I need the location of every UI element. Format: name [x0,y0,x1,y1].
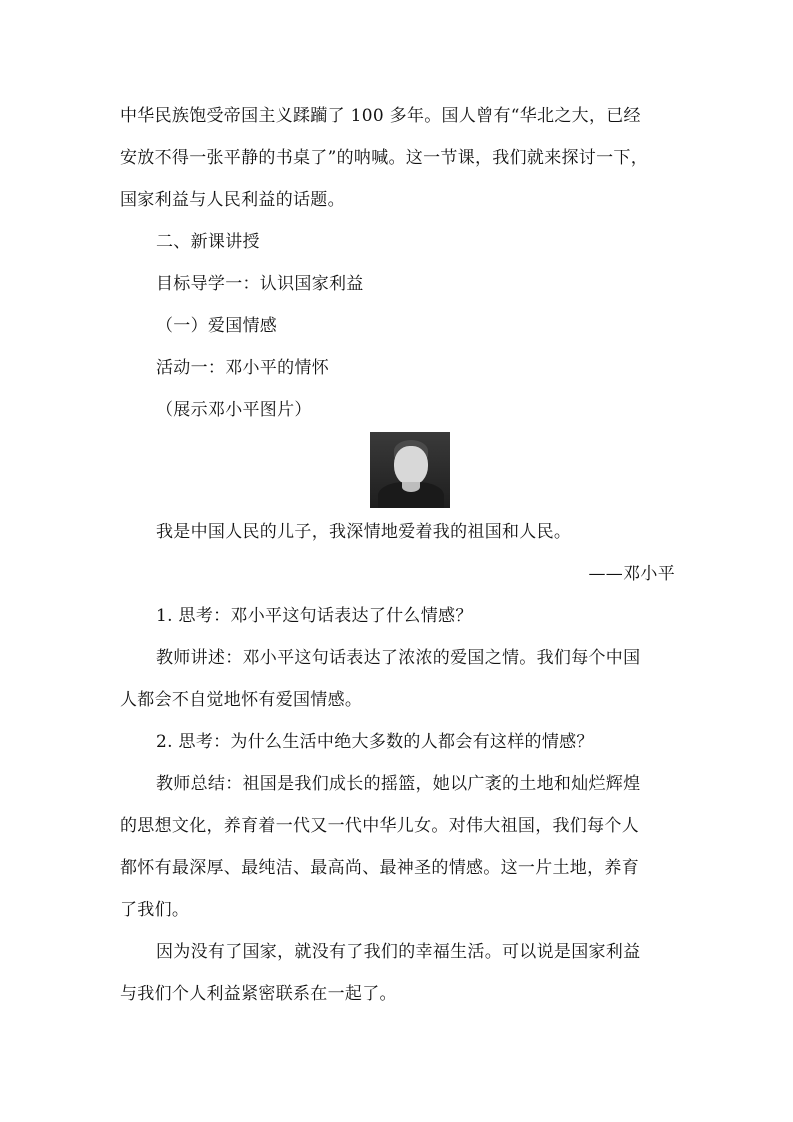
paragraph-line: 国家利益与人民利益的话题。 [120,190,345,210]
instruction-line: （展示邓小平图片） [156,400,312,420]
question-line: 2. 思考：为什么生活中绝大多数的人都会有这样的情感？ [156,732,594,752]
paragraph-line: 的思想文化，养育着一代又一代中华儿女。对伟大祖国，我们每个人 [120,816,639,836]
paragraph-line: 都怀有最深厚、最纯洁、最高尚、最神圣的情感。这一片土地，养育 [120,858,639,878]
portrait-photo [370,432,450,508]
photo-face [394,446,428,486]
paragraph-line: 与我们个人利益紧密联系在一起了。 [120,984,397,1004]
paragraph-line: 人都会不自觉地怀有爱国情感。 [120,690,363,710]
quote-line: 我是中国人民的儿子，我深情地爱着我的祖国和人民。 [156,522,572,542]
paragraph-line: 安放不得一张平静的书桌了”的呐喊。这一节课，我们就来探讨一下， [120,148,648,168]
paragraph-line: 因为没有了国家，就没有了我们的幸福生活。可以说是国家利益 [156,942,641,962]
section-heading: 二、新课讲授 [156,232,260,252]
question-line: 1. 思考：邓小平这句话表达了什么情感？ [156,606,473,626]
quote-attribution: ——邓小平 [588,564,675,584]
photo-collar [402,482,420,492]
sub-heading: 目标导学一：认识国家利益 [156,274,364,294]
activity-heading: 活动一：邓小平的情怀 [156,358,329,378]
paragraph-line: 了我们。 [120,900,190,920]
document-page [120,0,675,1122]
paragraph-line: 教师总结：祖国是我们成长的摇篮，她以广袤的土地和灿烂辉煌 [156,774,641,794]
paragraph-line: 教师讲述：邓小平这句话表达了浓浓的爱国之情。我们每个中国 [156,648,641,668]
sub-heading: （一）爱国情感 [156,316,278,336]
paragraph-line: 中华民族饱受帝国主义蹂躏了 100 多年。国人曾有“华北之大，已经 [120,106,641,126]
